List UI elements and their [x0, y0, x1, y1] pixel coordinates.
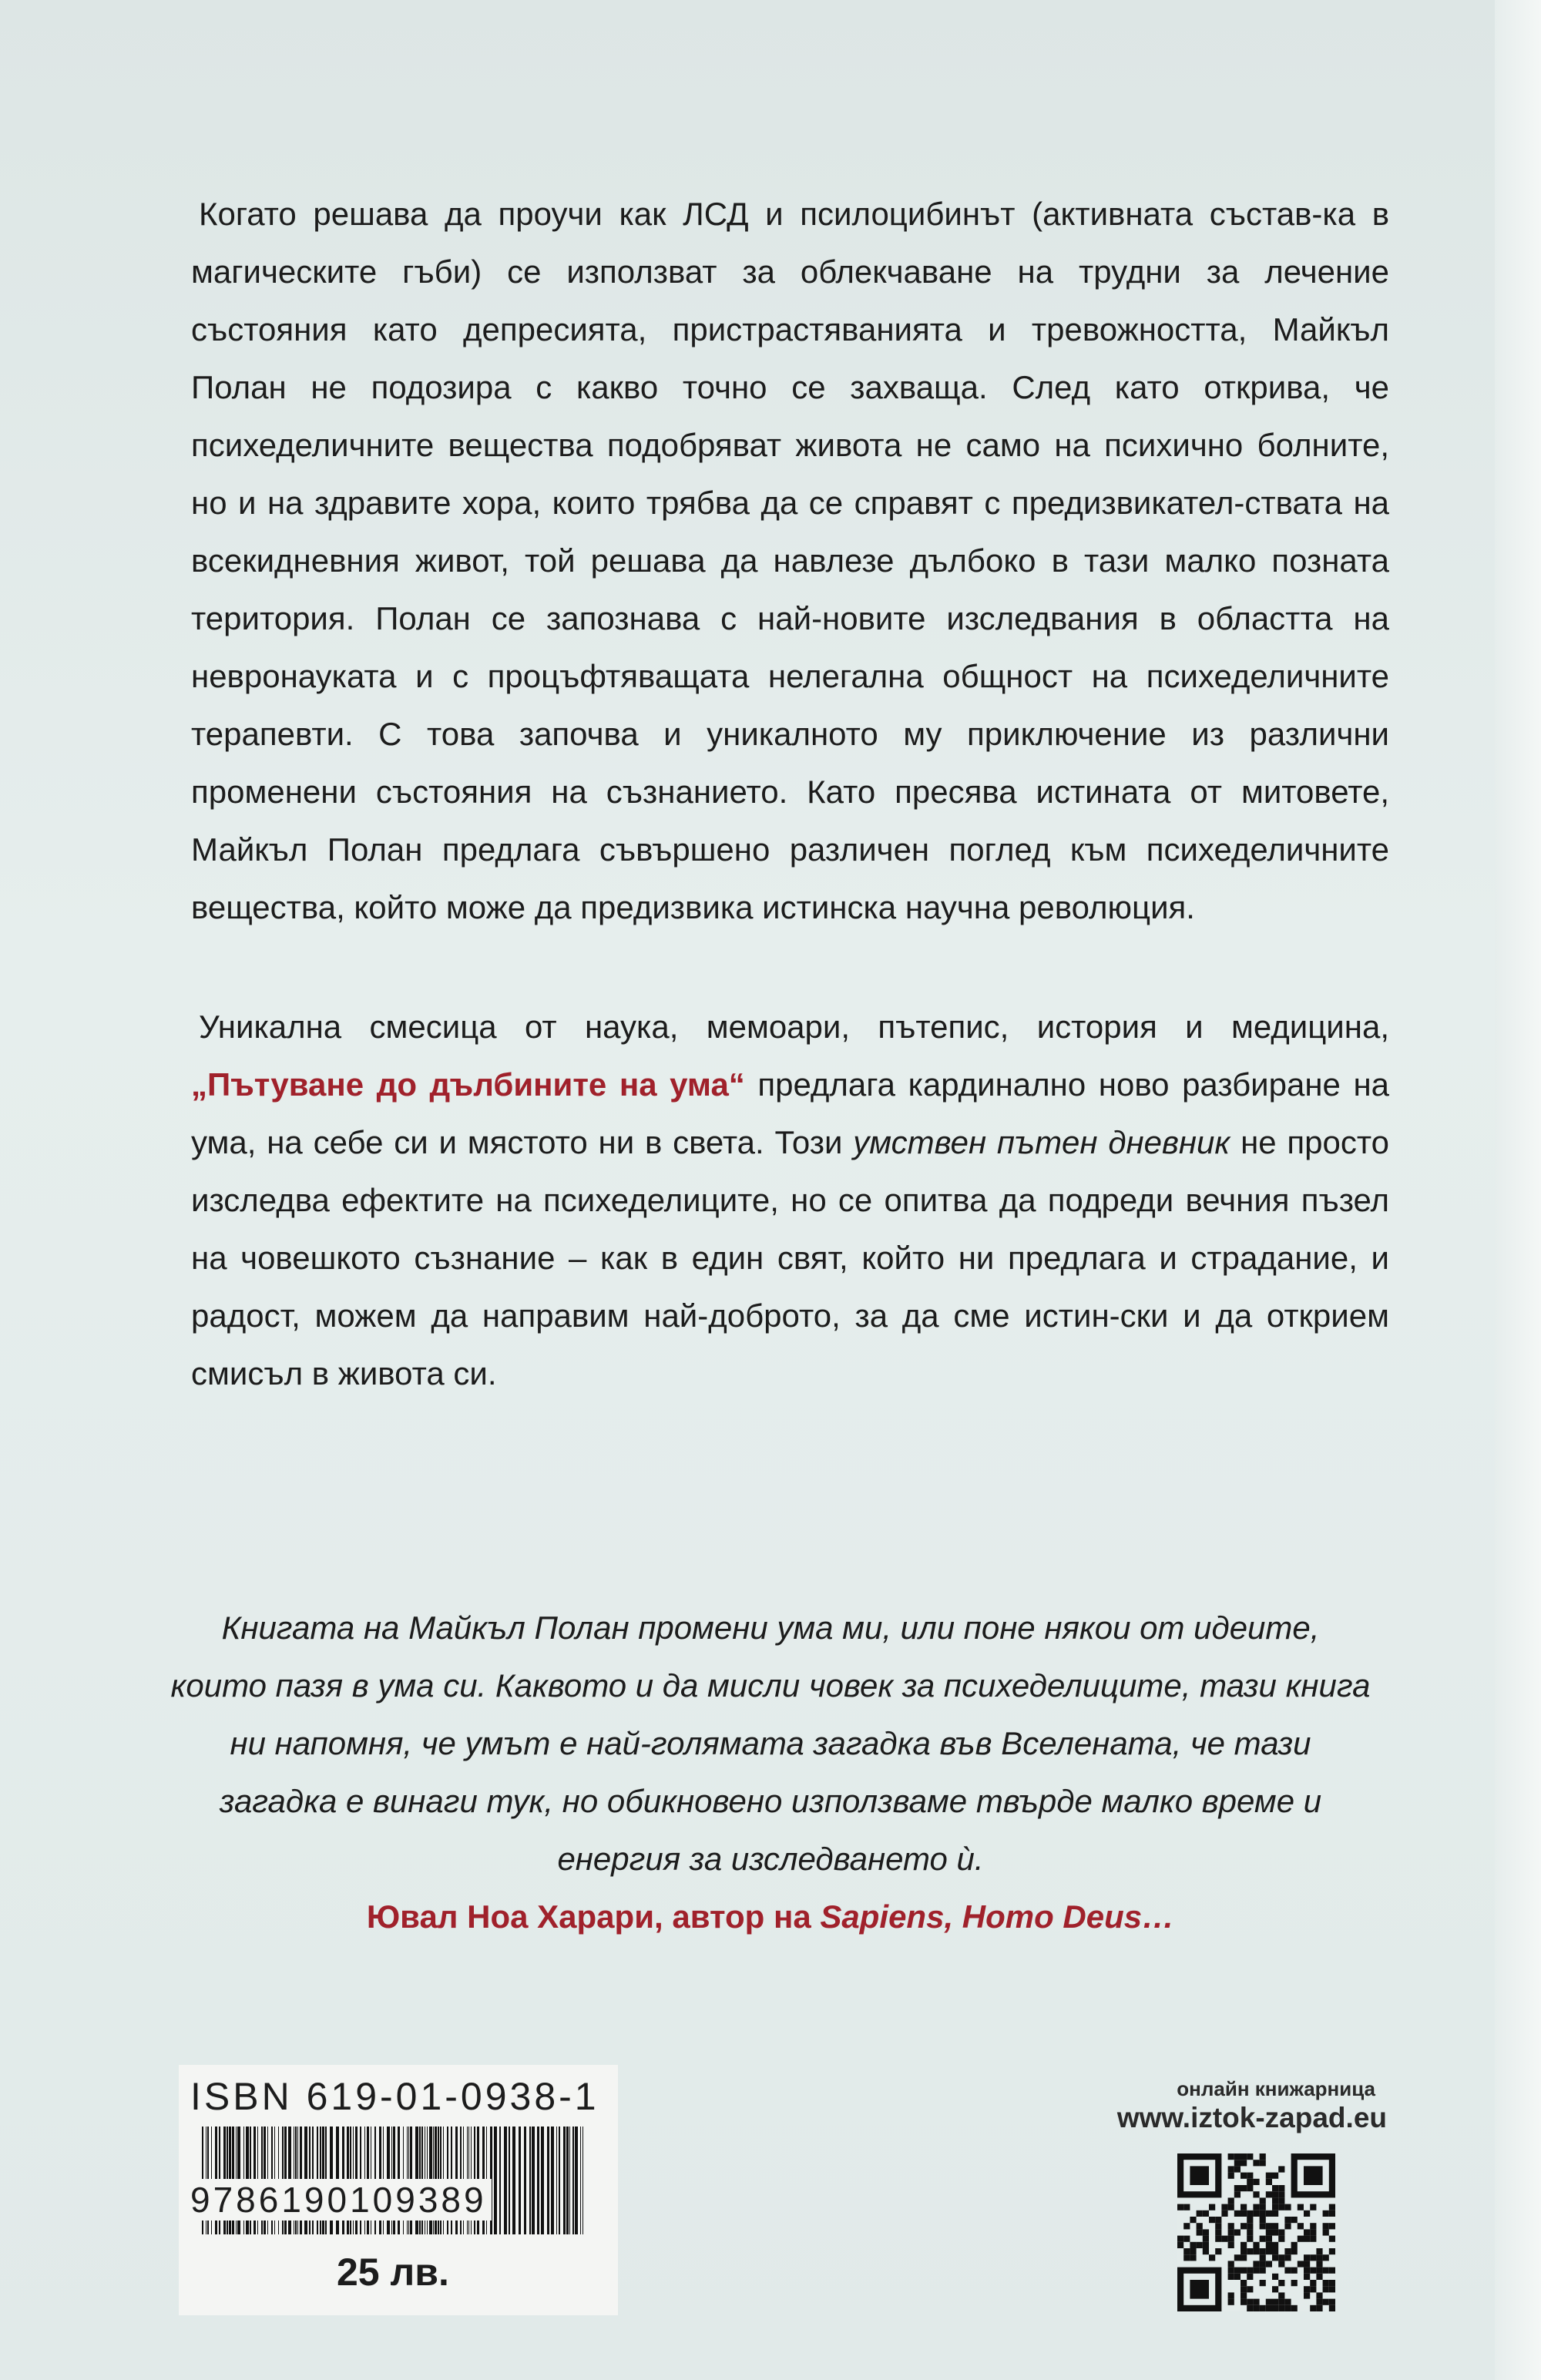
- p2-mid: предлага кардинално ново разбиране на ума, на себе си и мястото ни в света. Този: [191, 1066, 1389, 1160]
- p2-italic: умствен пътен дневник: [853, 1124, 1230, 1160]
- description-paragraph-2: [191, 998, 1389, 1402]
- cover-edge: [1495, 0, 1541, 2380]
- description: [191, 185, 1389, 1402]
- quote-attribution: [170, 1888, 1371, 1945]
- p2-start: Уникална смесица от наука, мемоари, пътепис, история и медицина,: [199, 1009, 1389, 1045]
- book-title: „Пътуване до дълбините на ума“: [191, 1066, 745, 1103]
- isbn: ISBN 619-01-0938-1: [190, 2075, 599, 2118]
- attribution-books: Sapiens, Homo Deus…: [820, 1898, 1175, 1935]
- qr-code: [1177, 2153, 1335, 2311]
- description-paragraph-1: Когато решава да проучи как ЛСД и псилоцибинът (активната състав-ка в магическите гъби) се използват за облекчаване на трудни за лечение състояния като депресията, пристрастяванията и тревожността, Майкъл Полан не подозира с какво точно се захваща. След като открива, че психеделичните вещества подобряват живота не само на психично болните, но и на здравите хора, които трябва да се справят с предизвикател-ствата на всекидневния живот, той решава да навлезе дълбоко в тази малко позната територия. Полан се запознава с най-новите изследвания в областта на невронауката и с процъфтяващата нелегална общност на психеделичните терапевти. С това започва и уникалното му приключение из различни променени състояния на съзнанието. Като пресява истината от митовете, Майкъл Полан предлага съвършено различен поглед към психеделичните вещества, който може да предизвика истинска научна революция.: [191, 196, 1389, 925]
- bookstore-url: www.iztok-zapad.eu: [1116, 2102, 1387, 2133]
- price-sticker: [179, 2065, 618, 2315]
- price: 25 лв.: [337, 2251, 449, 2294]
- ean-number: 9786190109389: [190, 2179, 492, 2221]
- attribution-author: Ювал Ноа Харари, автор на: [366, 1898, 811, 1935]
- p2-end: не просто изследва ефектите на психеделиците, но се опитва да подреди вечния пъзел на човешкото съзнание – как в един свят, който ни предлага и страдание, и радост, можем да направим най-доброто, за да сме истин-ски и да открием смисъл в живота си.: [191, 1124, 1390, 1391]
- online-bookstore-label: онлайн книжарница: [1177, 2077, 1375, 2100]
- quote-text: Книгата на Майкъл Полан промени ума ми, или поне някои от идеите, които пазя в ума си. Каквото и да мисли човек за психеделиците, тази книга ни напомня, че умът е най-голямата загадка във Вселената, че тази загадка е винаги тук, но обикновено използваме твърде малко време и енергия за изследването ѝ.: [170, 1610, 1371, 1877]
- endorsement-quote: [170, 1599, 1371, 1945]
